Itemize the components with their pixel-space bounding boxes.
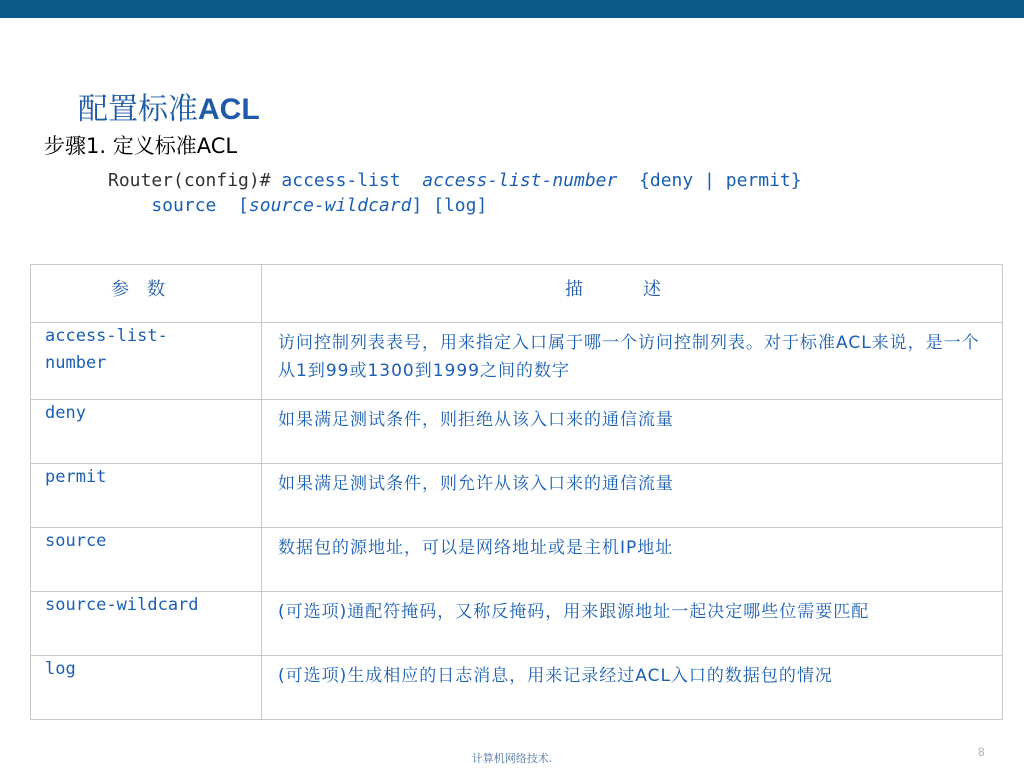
command-line2-a: source [ [108,195,249,216]
param-cell: log [31,656,262,720]
param-cell: access-list- number [31,323,262,400]
command-prompt: Router(config)# [108,170,282,191]
command-keyword: access-list [281,170,423,191]
table-row [31,656,1003,720]
param-cell: source [31,528,262,592]
step-heading: 步骤1. 定义标准ACL [44,134,238,158]
title-acl: ACL [198,93,260,126]
title-chinese: 配置标准 [78,92,198,127]
table-row [31,528,1003,592]
slide-title [78,84,260,128]
desc-cell: 如果满足测试条件，则拒绝从该入口来的通信流量 [262,400,1003,464]
table-row [31,464,1003,528]
param-cell: deny [31,400,262,464]
footer-text: 计算机网络技术. [471,752,553,765]
command-line2-b: ] [log] [411,195,488,216]
param-cell: permit [31,464,262,528]
table-row [31,323,1003,400]
desc-cell: 如果满足测试条件，则允许从该入口来的通信流量 [262,464,1003,528]
parameter-table [30,264,1003,720]
desc-cell: (可选项)通配符掩码，又称反掩码，用来跟源地址一起决定哪些位需要匹配 [262,592,1003,656]
table-row [31,400,1003,464]
table-header-row [31,265,1003,323]
header-desc: 描述 [262,265,1003,323]
table-row [31,592,1003,656]
page-number: 8 [978,745,985,759]
command-arg-wildcard: source-wildcard [248,195,412,216]
command-options: {deny | permit} [617,170,802,191]
param-cell: source-wildcard [31,592,262,656]
desc-cell: (可选项)生成相应的日志消息，用来记录经过ACL入口的数据包的情况 [262,656,1003,720]
desc-cell: 数据包的源地址，可以是网络地址或是主机IP地址 [262,528,1003,592]
command-syntax [108,168,1008,218]
header-param: 参数 [31,265,262,323]
desc-cell: 访问控制列表表号，用来指定入口属于哪一个访问控制列表。对于标准ACL来说，是一个从1到99或1300到1999之间的数字 [262,323,1003,400]
command-arg-number: access-list-number [422,170,618,191]
top-bar [0,0,1024,18]
